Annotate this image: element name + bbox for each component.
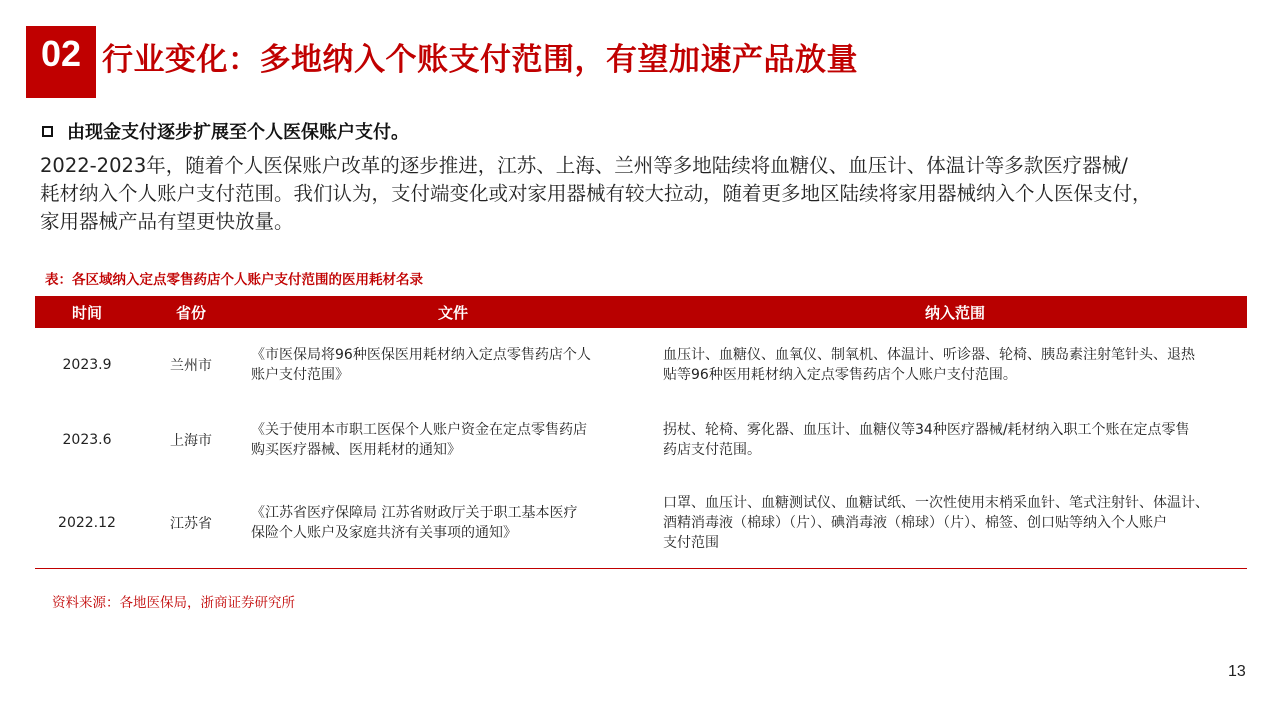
column-header-document: 文件	[243, 296, 663, 328]
cell-scope	[663, 402, 1247, 478]
paragraph-line: 2022-2023年，随着个人医保账户改革的逐步推进，江苏、上海、兰州等多地陆续将血糖仪、血压计、体温计等多款医疗器械/	[40, 154, 1128, 177]
table-header-row	[35, 296, 1247, 328]
cell-document	[243, 478, 663, 568]
table-caption: 表：各区域纳入定点零售药店个人账户支付范围的医用耗材名录	[45, 272, 423, 288]
body-paragraph	[40, 152, 1250, 236]
table-row	[35, 402, 1247, 478]
square-bullet-icon	[42, 126, 53, 137]
table-row	[35, 478, 1247, 568]
document-line: 账户支付范围》	[251, 367, 349, 383]
bullet-text: 由现金支付逐步扩展至个人医保账户支付。	[67, 122, 409, 143]
document-line: 保险个人账户及家庭共济有关事项的通知》	[251, 525, 517, 541]
cell-document	[243, 328, 663, 402]
source-note: 资料来源：各地医保局，浙商证券研究所	[52, 595, 295, 611]
paragraph-line: 家用器械产品有望更快放量。	[40, 210, 294, 233]
cell-time: 2022.12	[58, 515, 116, 531]
bullet-point	[42, 118, 409, 144]
scope-line: 贴等96种医用耗材纳入定点零售药店个人账户支付范围。	[663, 367, 1017, 383]
cell-time: 2023.9	[62, 357, 112, 373]
scope-line: 酒精消毒液（棉球）（片）、碘消毒液（棉球）（片）、棉签、创口贴等纳入个人账户	[663, 515, 1167, 531]
section-number: 02	[40, 33, 82, 74]
scope-line: 药店支付范围。	[663, 442, 761, 458]
document-line: 《江苏省医疗保障局 江苏省财政厅关于职工基本医疗	[251, 505, 578, 521]
cell-scope	[663, 328, 1247, 402]
cell-scope	[663, 478, 1247, 568]
column-header-scope: 纳入范围	[663, 296, 1247, 328]
section-number-badge	[26, 26, 96, 98]
cell-document	[243, 402, 663, 478]
scope-line: 支付范围	[663, 535, 719, 551]
page-title: 行业变化：多地纳入个账支付范围，有望加速产品放量	[102, 42, 858, 78]
document-line: 购买医疗器械、医用耗材的通知》	[251, 442, 461, 458]
consumables-table	[35, 296, 1247, 568]
cell-province: 上海市	[170, 433, 212, 449]
cell-province: 江苏省	[170, 516, 212, 532]
scope-line: 拐杖、轮椅、雾化器、血压计、血糖仪等34种医疗器械/耗材纳入职工个账在定点零售	[663, 422, 1190, 438]
scope-line: 血压计、血糖仪、血氧仪、制氧机、体温计、听诊器、轮椅、胰岛素注射笔针头、退热	[663, 347, 1195, 363]
column-header-time: 时间	[35, 296, 139, 328]
paragraph-line: 耗材纳入个人账户支付范围。我们认为，支付端变化或对家用器械有较大拉动，随着更多地区陆续将家用器械纳入个人医保支付，	[40, 182, 1152, 205]
scope-line: 口罩、血压计、血糖测试仪、血糖试纸、一次性使用末梢采血针、笔式注射针、体温计、	[663, 495, 1209, 511]
cell-province: 兰州市	[170, 358, 212, 374]
document-line: 《关于使用本市职工医保个人账户资金在定点零售药店	[251, 422, 587, 438]
column-header-province: 省份	[139, 296, 243, 328]
document-line: 《市医保局将96种医保医用耗材纳入定点零售药店个人	[251, 347, 591, 363]
table-bottom-rule	[35, 568, 1247, 569]
cell-time: 2023.6	[62, 432, 112, 448]
table-row	[35, 328, 1247, 402]
page-number: 13	[1228, 663, 1246, 680]
